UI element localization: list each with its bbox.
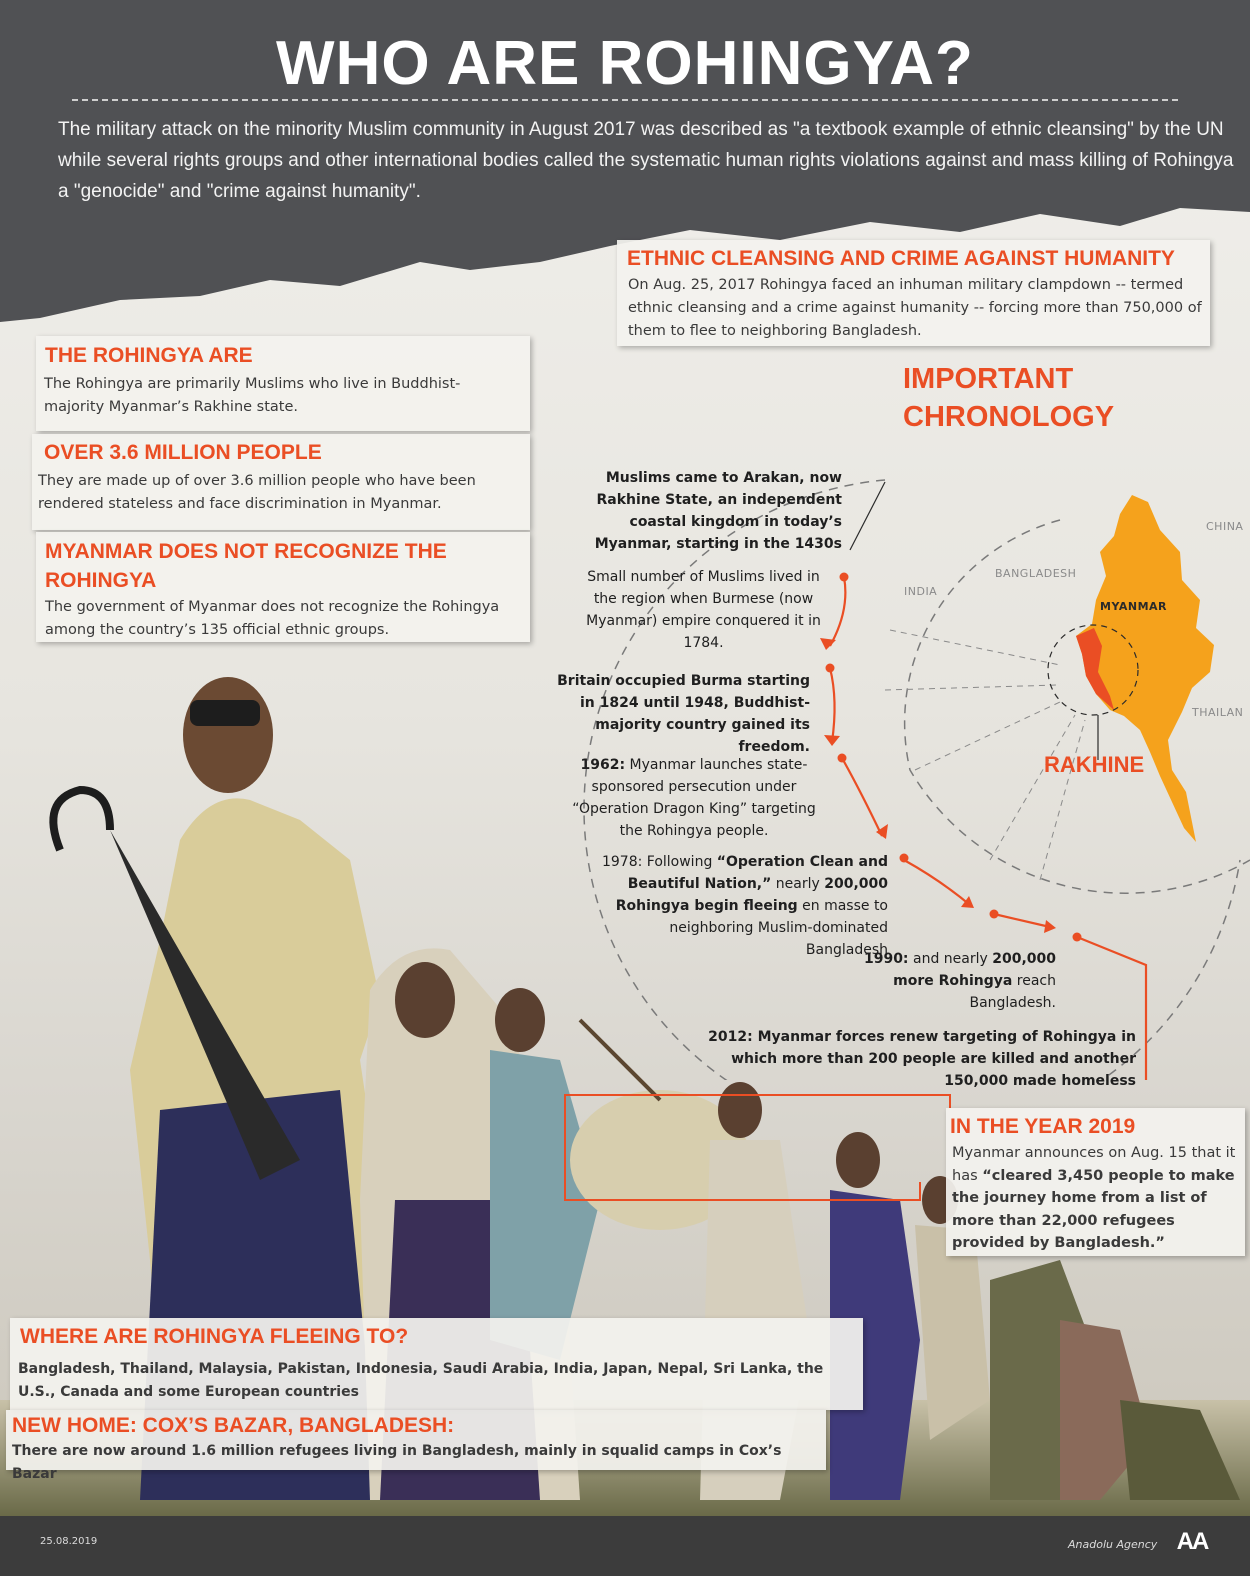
rohingya-are-card (36, 336, 530, 431)
not-recognize-title-line1: MYANMAR DOES NOT RECOGNIZE THE (45, 540, 447, 563)
footer-agency: Anadolu Agency (1068, 1538, 1158, 1551)
fleeing-card (10, 1318, 863, 1410)
chronology-entry-2012: 2012: Myanmar forces renew targeting of Rohingya in which more than 200 people are killed and another 150,000 made homeless (708, 1029, 1136, 1089)
chronology-entry-1824: Britain occupied Burma starting in 1824 until 1948, Buddhist-majority country gained its freedom. (557, 673, 810, 755)
anadolu-logo-icon: AA (1176, 1528, 1208, 1555)
map-label-myanmar: MYANMAR (1100, 600, 1168, 613)
million-people-card (32, 434, 530, 530)
not-recognize-text: The government of Myanmar does not recognize the Rohingya among the country’s 135 official ethnic groups. (45, 599, 500, 638)
title-divider (72, 99, 1178, 101)
map-label-china: CHINA (1206, 520, 1244, 533)
map-label-india: INDIA (904, 585, 938, 598)
chronology-entry-1990: 1990: and nearly 200,000 more Rohingya reach Bangladesh. (863, 951, 1056, 1011)
chronology-entry-1784: Small number of Muslims lived in the region when Burmese (now Myanmar) empire conquered it in 1784. (586, 569, 821, 651)
not-recognize-card (36, 532, 530, 642)
chronology-entry-1430s: Muslims came to Arakan, now Rakhine State, an independent coastal kingdom in today’s Myanmar, starting in the 1430s (594, 470, 842, 552)
chronology-entry-1962: 1962: Myanmar launches state-sponsored persecution under “Operation Dragon King” targeting the Rohingya people. (572, 757, 816, 839)
map-label-bangladesh: BANGLADESH (995, 567, 1077, 580)
map-label-rakhine: RAKHINE (1044, 752, 1145, 777)
footer-date: 25.08.2019 (40, 1536, 98, 1547)
footer-bar (0, 1516, 1250, 1576)
intro-paragraph: The military attack on the minority Muslim community in August 2017 was described as "a textbook example of ethnic cleansing" by the UN while several rights groups and other international bodies called the systematic human rights violations against and mass killing of Rohingya a "genocide" and "crime against humanity". (58, 119, 1234, 202)
chronology-entry-1978: 1978: Following “Operation Clean and Beautiful Nation,” nearly 200,000 Rohingya begin fleeing en masse to neighboring Muslim-dominated Bangladesh (601, 854, 888, 958)
new-home-title: NEW HOME: COX’S BAZAR, BANGLADESH: (12, 1414, 455, 1437)
fleeing-title: WHERE ARE ROHINGYA FLEEING TO? (20, 1325, 409, 1348)
ethnic-cleansing-text: On Aug. 25, 2017 Rohingya faced an inhuman military clampdown -- termed ethnic cleansing and a crime against humanity -- forcing more than 750,000 of them to flee to neighboring Bangladesh. (628, 277, 1202, 339)
year-2019-card (946, 1108, 1245, 1256)
not-recognize-title-line2: ROHINGYA (45, 569, 157, 592)
year-2019-title: IN THE YEAR 2019 (950, 1115, 1136, 1138)
chronology-title-line2: CHRONOLOGY (903, 401, 1115, 433)
page-title: WHO ARE ROHINGYA? (276, 29, 974, 98)
rohingya-are-title: THE ROHINGYA ARE (45, 344, 253, 367)
ethnic-cleansing-title: ETHNIC CLEANSING AND CRIME AGAINST HUMANITY (627, 247, 1175, 270)
new-home-card (6, 1410, 826, 1482)
year-2019-text: Myanmar announces on Aug. 15 that it has “cleared 3,450 people to make the journey home from a list of more than 22,000 refugees provided by Bangladesh.” (952, 1145, 1236, 1251)
new-home-text: There are now around 1.6 million refugees living in Bangladesh, mainly in squalid camps in Cox’s Bazar (12, 1443, 782, 1482)
chronology-title-line1: IMPORTANT (903, 363, 1074, 395)
ethnic-cleansing-card (617, 240, 1210, 346)
fleeing-text: Bangladesh, Thailand, Malaysia, Pakistan, Indonesia, Saudi Arabia, India, Japan, Nepal, Sri Lanka, the U.S., Canada and some European countries (18, 1361, 824, 1400)
million-people-title: OVER 3.6 MILLION PEOPLE (44, 441, 322, 464)
rohingya-are-text: The Rohingya are primarily Muslims who live in Buddhist-majority Myanmar’s Rakhine state. (44, 376, 461, 415)
chronology-title (903, 360, 1183, 436)
million-people-text: They are made up of over 3.6 million people who have been rendered stateless and face discrimination in Myanmar. (38, 473, 476, 512)
map-label-thailand: THAILAN (1192, 706, 1244, 719)
